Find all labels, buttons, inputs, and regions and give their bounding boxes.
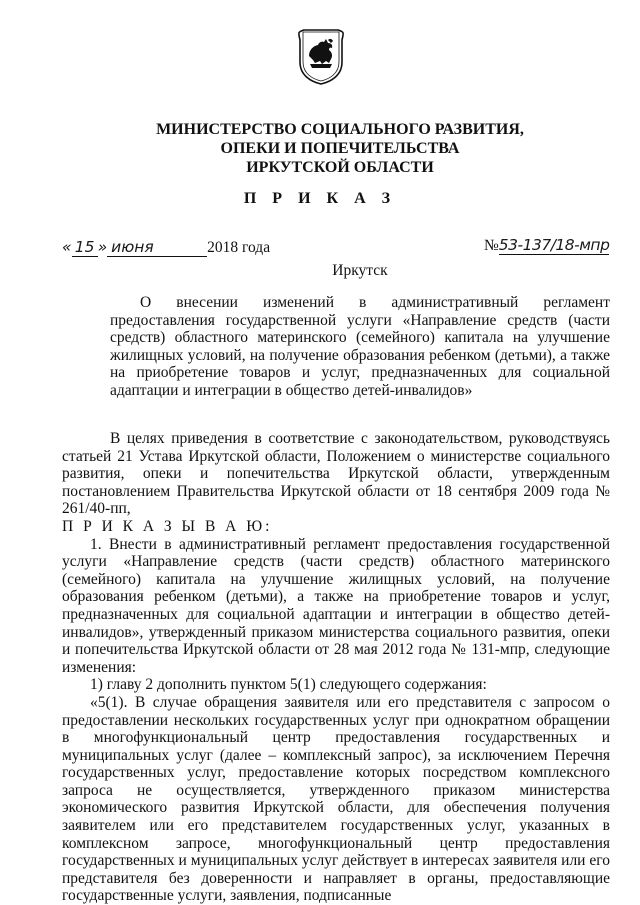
document-subject	[110, 294, 610, 400]
city-name: Иркутск	[332, 262, 388, 279]
document-type-title: П Р И К А З	[243, 190, 397, 207]
subject-text: О внесении изменений в административный регламент предоставления государственной услуги «Направление средств (части средств) областного материнского (семейного) капитала на улучшение жилищных условий, на получение образования ребенком (детьми), а также на приобретение товаров и услуг, предназначенных для социальной адаптации и интеграции в общество детей-инвалидов»	[110, 294, 610, 399]
date-day: 15	[72, 238, 98, 257]
date-month: июня	[107, 238, 207, 257]
date-close-quote: »	[97, 238, 108, 256]
number-prefix: №	[484, 237, 499, 254]
ministry-line-3: ИРКУТСКОЙ ОБЛАСТИ	[246, 159, 434, 176]
ministry-line-1: МИНИСТЕРСТВО СОЦИАЛЬНОГО РАЗВИТИЯ,	[156, 121, 524, 138]
item-1-paragraph: 1. Внести в административный регламент предоставления государственной услуги «Направление средств (части средств) областного материнского (семейного) капитала на улучшение жилищных условий, на получение образования ребенком (детьми), а также на приобретение товаров и услуг, предназначенных для социальной адаптации и интеграции в общество детей-инвалидов», утвержденный приказом министерства социального развития, опеки и попечительства Иркутской области от 28 мая 2012 года № 131-мпр, следующие изменения:	[62, 535, 610, 676]
document-number	[484, 236, 609, 255]
date-year: 2018 года	[207, 239, 271, 256]
quoted-amendment-paragraph: «5(1). В случае обращения заявителя или его представителя с запросом о предоставлении нескольких государственных услуг при однократном обращении в многофункциональный центр предоставления государственных и муниципальных услуг (далее – комплексный запрос), за исключением Перечня государственных услуг, предоставление которых посредством комплексного запроса не осуществляется, утвержденного приказом министерства экономического развития Иркутской области, для обеспечения получения заявителем или его представителем государственных услуг, указанных в комплексном запросе, многофункциональный центр предоставления государственных и муниципальных услуг действует в интересах заявителя или его представителя без доверенности и направляет в органы, предоставляющие государственные услуги, заявления, подписанные	[62, 693, 610, 905]
preamble-paragraph: В целях приведения в соответствие с законодательством, руководствуясь статьей 21 Устава Иркутской области, Положением о министерстве социального развития, опеки и попечительства Иркутской области, утвержденным постановлением Правительства Иркутской области от 18 сентября 2009 года № 261/40-пп,	[62, 430, 610, 518]
document-date	[62, 238, 270, 257]
number-value: 53-137/18-мпр	[498, 236, 610, 254]
ministry-line-2: ОПЕКИ И ПОПЕЧИТЕЛЬСТВА	[220, 140, 460, 157]
date-open-quote: «	[62, 238, 72, 256]
document-body	[62, 430, 610, 905]
ministry-name	[140, 120, 540, 177]
coat-of-arms-icon	[296, 22, 346, 86]
subitem-1-paragraph: 1) главу 2 дополнить пунктом 5(1) следующего содержания:	[90, 676, 487, 694]
order-heading: П Р И К А З Ы В А Ю:	[62, 517, 273, 535]
